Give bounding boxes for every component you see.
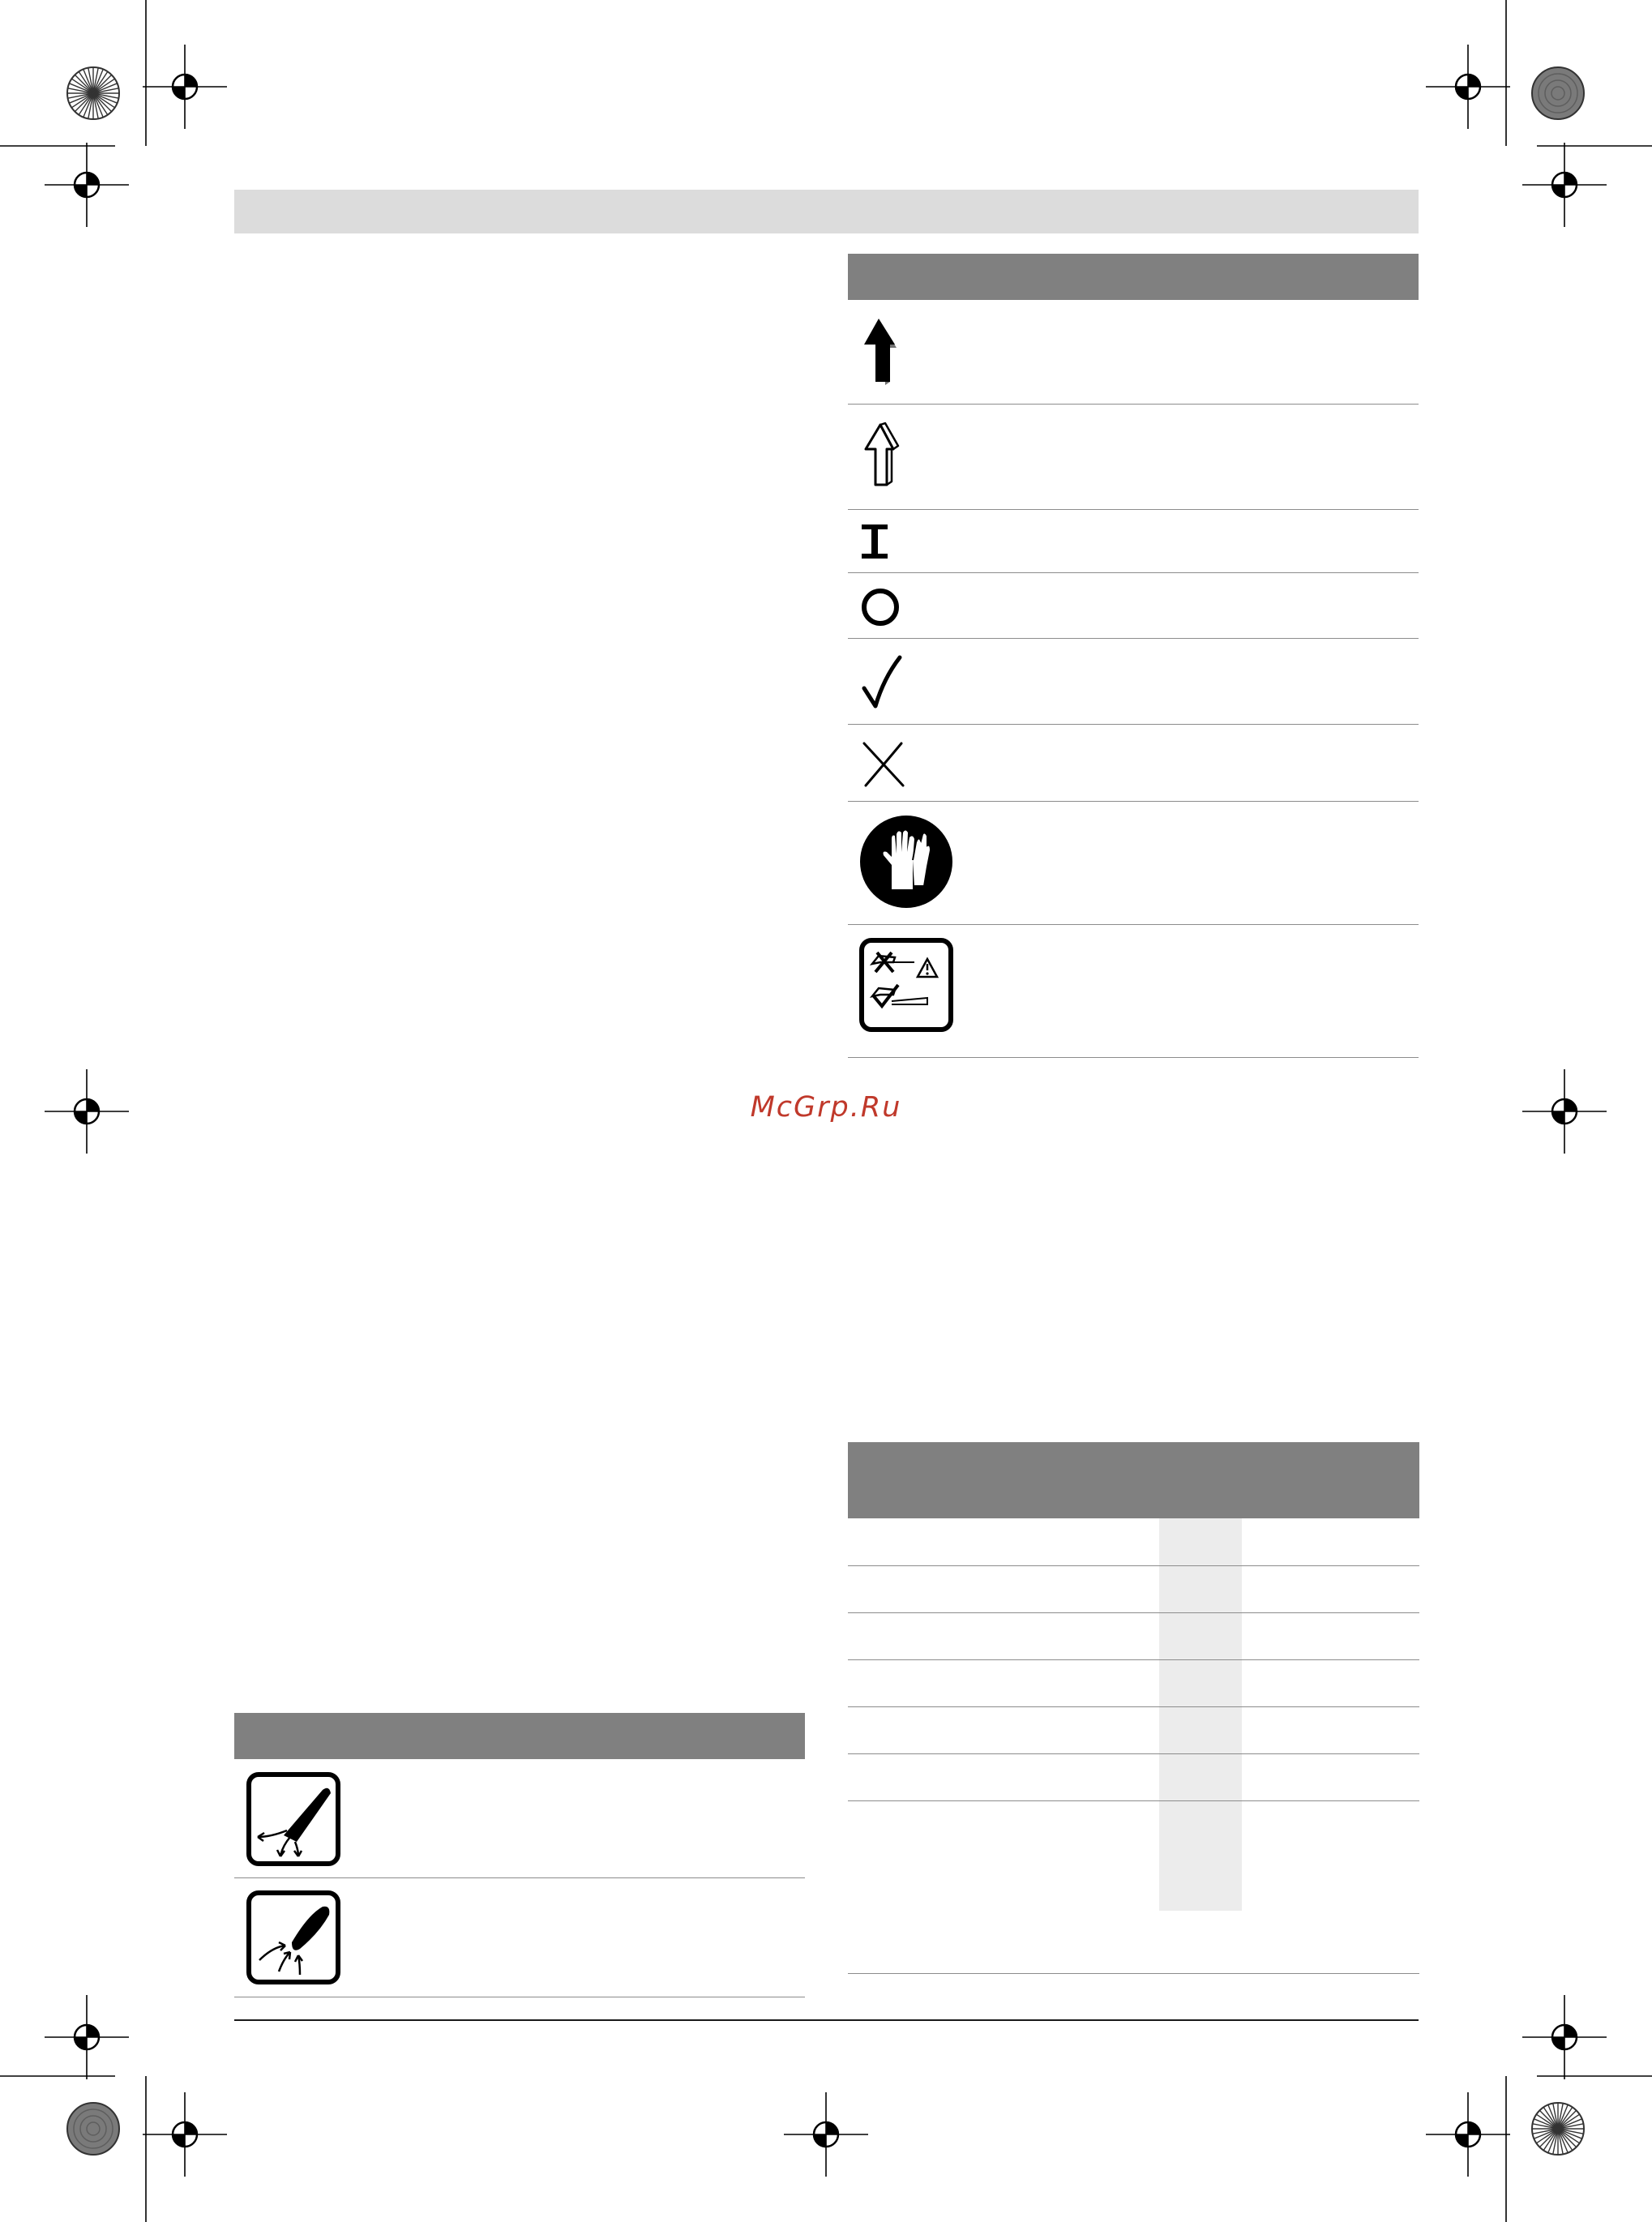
correct-usage-warning-icon (859, 938, 953, 1032)
row-divider (848, 724, 1419, 725)
wear-gloves-icon (859, 815, 953, 909)
cross-mark-icon (861, 740, 906, 789)
arrow-up-filled-icon (861, 317, 901, 387)
row-divider (848, 1057, 1419, 1058)
data-table-shaded-column (1159, 1518, 1242, 1911)
symbols-table (848, 254, 1419, 1059)
dust-table-header (234, 1713, 805, 1759)
on-switch-icon (861, 524, 890, 559)
row-divider (848, 572, 1419, 573)
page-bottom-rule (234, 2019, 1419, 2021)
row-divider (848, 509, 1419, 510)
dust-spray-outward-icon (246, 1772, 340, 1866)
row-divider (848, 924, 1419, 925)
row-divider (848, 801, 1419, 802)
row-divider (848, 638, 1419, 639)
data-table-header (848, 1442, 1419, 1518)
watermark-text: McGrp.Ru (750, 1091, 902, 1124)
dust-table (234, 1713, 805, 1998)
data-table (848, 1442, 1419, 1975)
table-row-divider (848, 1706, 1419, 1707)
check-mark-icon (861, 654, 903, 713)
off-switch-icon (861, 588, 900, 627)
table-row-divider (848, 1565, 1419, 1566)
table-row-divider (848, 1800, 1419, 1801)
table-row-divider (848, 1659, 1419, 1660)
table-row-divider (848, 1612, 1419, 1613)
arrow-up-outline-icon (861, 422, 901, 491)
row-divider (234, 1877, 805, 1878)
table-row-divider (848, 1753, 1419, 1754)
dust-extraction-inward-icon (246, 1890, 340, 1984)
header-band (234, 190, 1419, 233)
row-divider (848, 404, 1419, 405)
symbols-table-header (848, 254, 1419, 300)
table-bottom-rule (848, 1973, 1419, 1974)
